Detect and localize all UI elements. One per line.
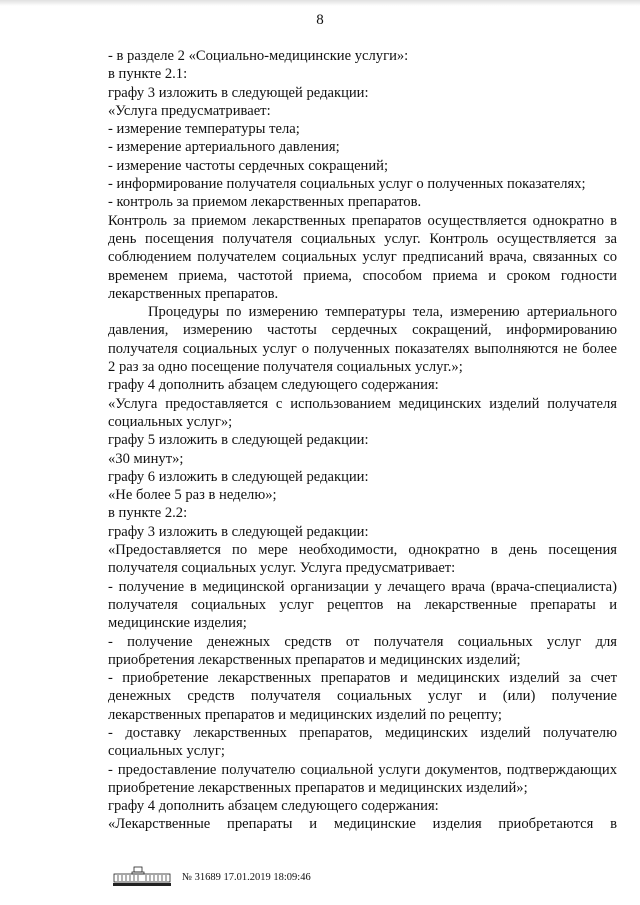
paragraph: графу 5 изложить в следующей редакции:: [108, 432, 369, 449]
registration-number: № 31689 17.01.2019 18:09:46: [182, 872, 311, 883]
paragraph: - получение в медицинской организации у лечащего врача (врача-специалиста) получателя социальных услуг рецептов на лекарственные препараты и медицинские изделия;: [108, 578, 617, 632]
paragraph: в пункте 2.2:: [108, 505, 188, 522]
paragraph: «30 минут»;: [108, 450, 184, 467]
paragraph: «Услуга предусматривает:: [108, 102, 271, 119]
paragraph: - информирование получателя социальных услуг о полученных показателях;: [108, 176, 586, 193]
paragraph: - предоставление получателю социальной услуги документов, подтверждающих приобретение лекарственных препаратов и медицинских изделий»;: [108, 761, 617, 796]
paragraph: графу 4 дополнить абзацем следующего содержания:: [108, 377, 439, 394]
paragraph: - получение денежных средств от получателя социальных услуг для приобретения лекарственных препаратов и медицинских изделий;: [108, 633, 617, 668]
paragraph: - в разделе 2 «Социально-медицинские услуги»:: [108, 48, 409, 64]
paragraph: - измерение артериального давления;: [108, 139, 340, 156]
paragraph: - доставку лекарственных препаратов, медицинских изделий получателю социальных услуг;: [108, 724, 617, 760]
paragraph: «Услуга предоставляется с использованием медицинских изделий получателя социальных услуг»;: [108, 395, 617, 430]
paragraph: графу 3 изложить в следующей редакции:: [108, 523, 369, 540]
paragraph: в пункте 2.1:: [108, 66, 188, 83]
registry-stamp-icon: [112, 866, 172, 888]
paragraph: Процедуры по измерению температуры тела, измерению артериального давления, измерению частоты сердечных сокращений, информированию получателя социальных услуг о полученных показателях выполняются не более 2 раз за одно посещение получателя социальных услуг.»;: [108, 304, 617, 376]
registration-footer: [112, 866, 532, 890]
document-body: [108, 47, 617, 834]
paragraph: «Лекарственные препараты и медицинские изделия приобретаются в: [108, 816, 617, 833]
paragraph: Контроль за приемом лекарственных препаратов осуществляется однократно в день посещения получателя социальных услуг. Контроль осуществляется за соблюдением получателем социальных услуг предписаний врача, связанных со временем приема, частотой приема, способом приема и сроком годности лекарственных препаратов.: [108, 212, 617, 302]
paragraph: графу 3 изложить в следующей редакции:: [108, 84, 369, 101]
paragraph: графу 4 дополнить абзацем следующего содержания:: [108, 798, 439, 815]
paragraph: - измерение частоты сердечных сокращений;: [108, 157, 389, 174]
paragraph: «Предоставляется по мере необходимости, однократно в день посещения получателя социальных услуг. Услуга предусматривает:: [108, 542, 617, 577]
page-number: 8: [316, 12, 324, 28]
paragraph: графу 6 изложить в следующей редакции:: [108, 468, 369, 485]
scan-edge: [0, 0, 640, 6]
paragraph: «Не более 5 раз в неделю»;: [108, 487, 277, 504]
paragraph: - контроль за приемом лекарственных препаратов.: [108, 194, 422, 211]
paragraph: - приобретение лекарственных препаратов и медицинских изделий за счет денежных средств получателя социальных услуг и (или) получение лекарственных препаратов и медицинских изделий по рецепту;: [108, 670, 617, 723]
paragraph: - измерение температуры тела;: [108, 121, 300, 138]
